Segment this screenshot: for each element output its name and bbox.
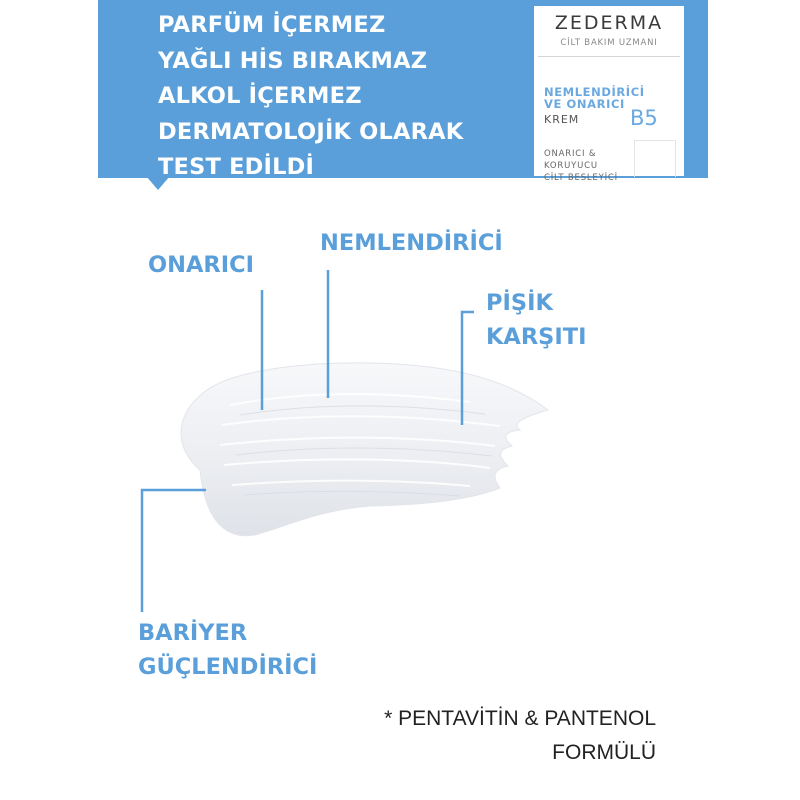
product-desc-line3: CİLT BESLEYİCİ: [544, 173, 618, 183]
feature-fragrance-free: PARFÜM İÇERMEZ: [158, 12, 386, 38]
callout-pisik-line2: KARŞITI: [486, 324, 587, 350]
callout-onarici: ONARICI: [148, 252, 254, 278]
product-type: KREM: [544, 113, 580, 126]
callout-pisik-karsiti: [486, 286, 586, 354]
brand-logo: ZEDERMA: [554, 12, 664, 34]
product-desc-line2: KORUYUCU: [544, 161, 598, 171]
callout-pisik-line1: PİŞİK: [486, 290, 553, 316]
callout-line-bariyer: [142, 490, 206, 612]
product-code: B5: [630, 106, 658, 130]
product-name-line2: VE ONARICI: [544, 97, 625, 111]
feature-alcohol-free: ALKOL İÇERMEZ: [158, 83, 362, 109]
callout-bariyer: [138, 616, 317, 684]
callout-bariyer-line2: GÜÇLENDİRİCİ: [138, 654, 318, 680]
callout-bariyer-line1: BARİYER: [138, 620, 248, 646]
feature-dermatologically: DERMATOLOJİK OLARAK: [158, 118, 464, 145]
product-desc-line1: ONARICI &: [544, 149, 597, 159]
callout-nemlendirici: NEMLENDİRİCİ: [320, 230, 503, 256]
brand-subtitle: CİLT BAKIM UZMANI: [560, 38, 658, 48]
cream-swatch: [181, 363, 548, 536]
formula-line2: FORMÜLÜ: [552, 741, 656, 764]
feature-non-greasy: YAĞLI HİS BIRAKMAZ: [158, 47, 428, 74]
formula-note: [300, 702, 656, 770]
feature-tested: TEST EDİLDİ: [158, 154, 315, 180]
product-name-line1: NEMLENDİRİCİ: [544, 85, 645, 99]
formula-line1: * PENTAVİTİN & PANTENOL: [384, 707, 656, 730]
